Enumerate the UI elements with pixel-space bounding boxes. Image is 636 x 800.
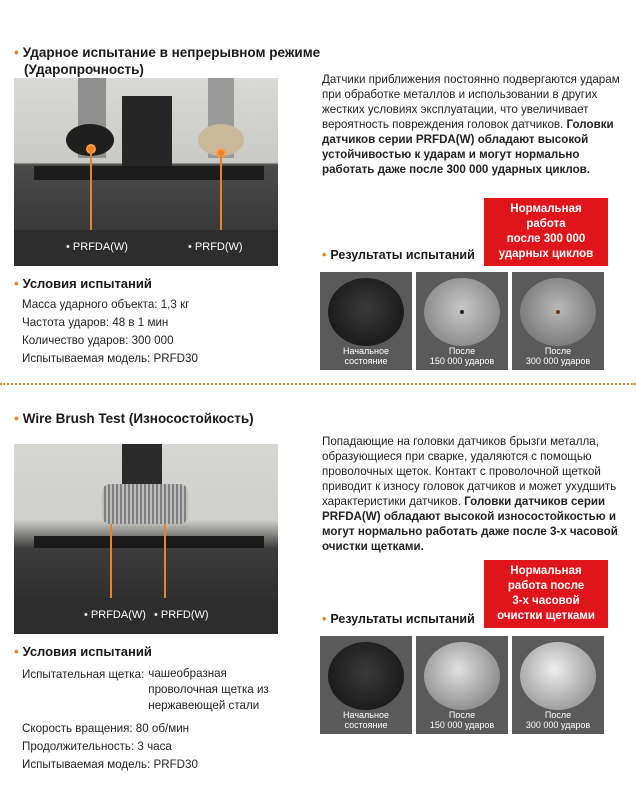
result-image-150k: После 150 000 ударов <box>416 272 508 370</box>
result-image-150k: После 150 000 ударов <box>416 636 508 734</box>
section-title: • Ударное испытание в непрерывном режиме (Удaропрочность) <box>14 45 321 77</box>
photo-label-prfdw: • PRFD(W) <box>154 609 209 621</box>
bullet-icon: • <box>14 276 19 291</box>
results-title: • Результаты испытаний <box>322 612 475 626</box>
section-description: Попадающие на головки датчиков брызги металла, образующиеся при сварке, удаляются с помощью проволочных щеток. Контакт с проволочной щеткой приводит к износу головок датчиков и может ухудшить характеристики датчиков. Головки датчиков серии PRFDA(W) обладают высокой износостойкостью и могут нормально работать даже после 3-х часовой очистки щетками. <box>322 435 618 553</box>
conditions-list: Испытательная щетка: чашеобразная проволочная щетка из нержавеющей стали Скорость вращения: 80 об/мин Продолжительность: 3 часа Испытываемая модель: PRFD30 <box>22 666 312 774</box>
impact-test-photo <box>14 78 278 266</box>
bullet-icon: • <box>322 248 327 262</box>
result-badge: Нормальная работа после 300 000 ударных циклов <box>484 198 608 266</box>
bullet-icon: • <box>322 612 327 626</box>
result-image-initial: Начальное состояние <box>320 636 412 734</box>
result-image-300k: После 300 000 ударов <box>512 272 604 370</box>
impact-test-section <box>0 0 636 392</box>
wire-brush-test-section <box>0 392 636 800</box>
bullet-icon: • <box>14 644 19 659</box>
photo-label-prfdaw: • PRFDA(W) <box>84 609 146 621</box>
results-title: • Результаты испытаний <box>322 248 475 262</box>
section-title: • Wire Brush Test (Износостойкость) <box>14 411 254 426</box>
wire-brush-photo <box>14 444 278 634</box>
conditions-title: • Условия испытаний <box>14 276 152 291</box>
bullet-icon: • <box>14 45 19 60</box>
result-image-initial: Начальное состояние <box>320 272 412 370</box>
section-description: Датчики приближения постоянно подвергаются ударам при обработке металлов и использовании в других жестких условиях эксплуатации, что увеличивает вероятность повреждения головок датчиков. Головки датчиков серии PRFDA(W) обладают высокой устойчивостью к ударам и могут нормально работать даже после 300 000 ударных циклов. <box>322 73 620 176</box>
photo-label-prfdaw: • PRFDA(W) <box>66 241 128 253</box>
bullet-icon: • <box>14 411 19 426</box>
conditions-list: Масса ударного объекта: 1,3 кг Частота ударов: 48 в 1 мин Количество ударов: 300 000 Испытываемая модель: PRFD30 <box>22 298 198 365</box>
brush-condition: Испытательная щетка: чашеобразная проволочная щетка из нержавеющей стали <box>22 667 269 712</box>
conditions-title: • Условия испытаний <box>14 644 152 659</box>
photo-label-prfdw: • PRFD(W) <box>188 241 243 253</box>
section-divider <box>0 383 636 385</box>
result-badge: Нормальная работа после 3-х часовой очистки щетками <box>484 560 608 628</box>
result-image-300k: После 300 000 ударов <box>512 636 604 734</box>
